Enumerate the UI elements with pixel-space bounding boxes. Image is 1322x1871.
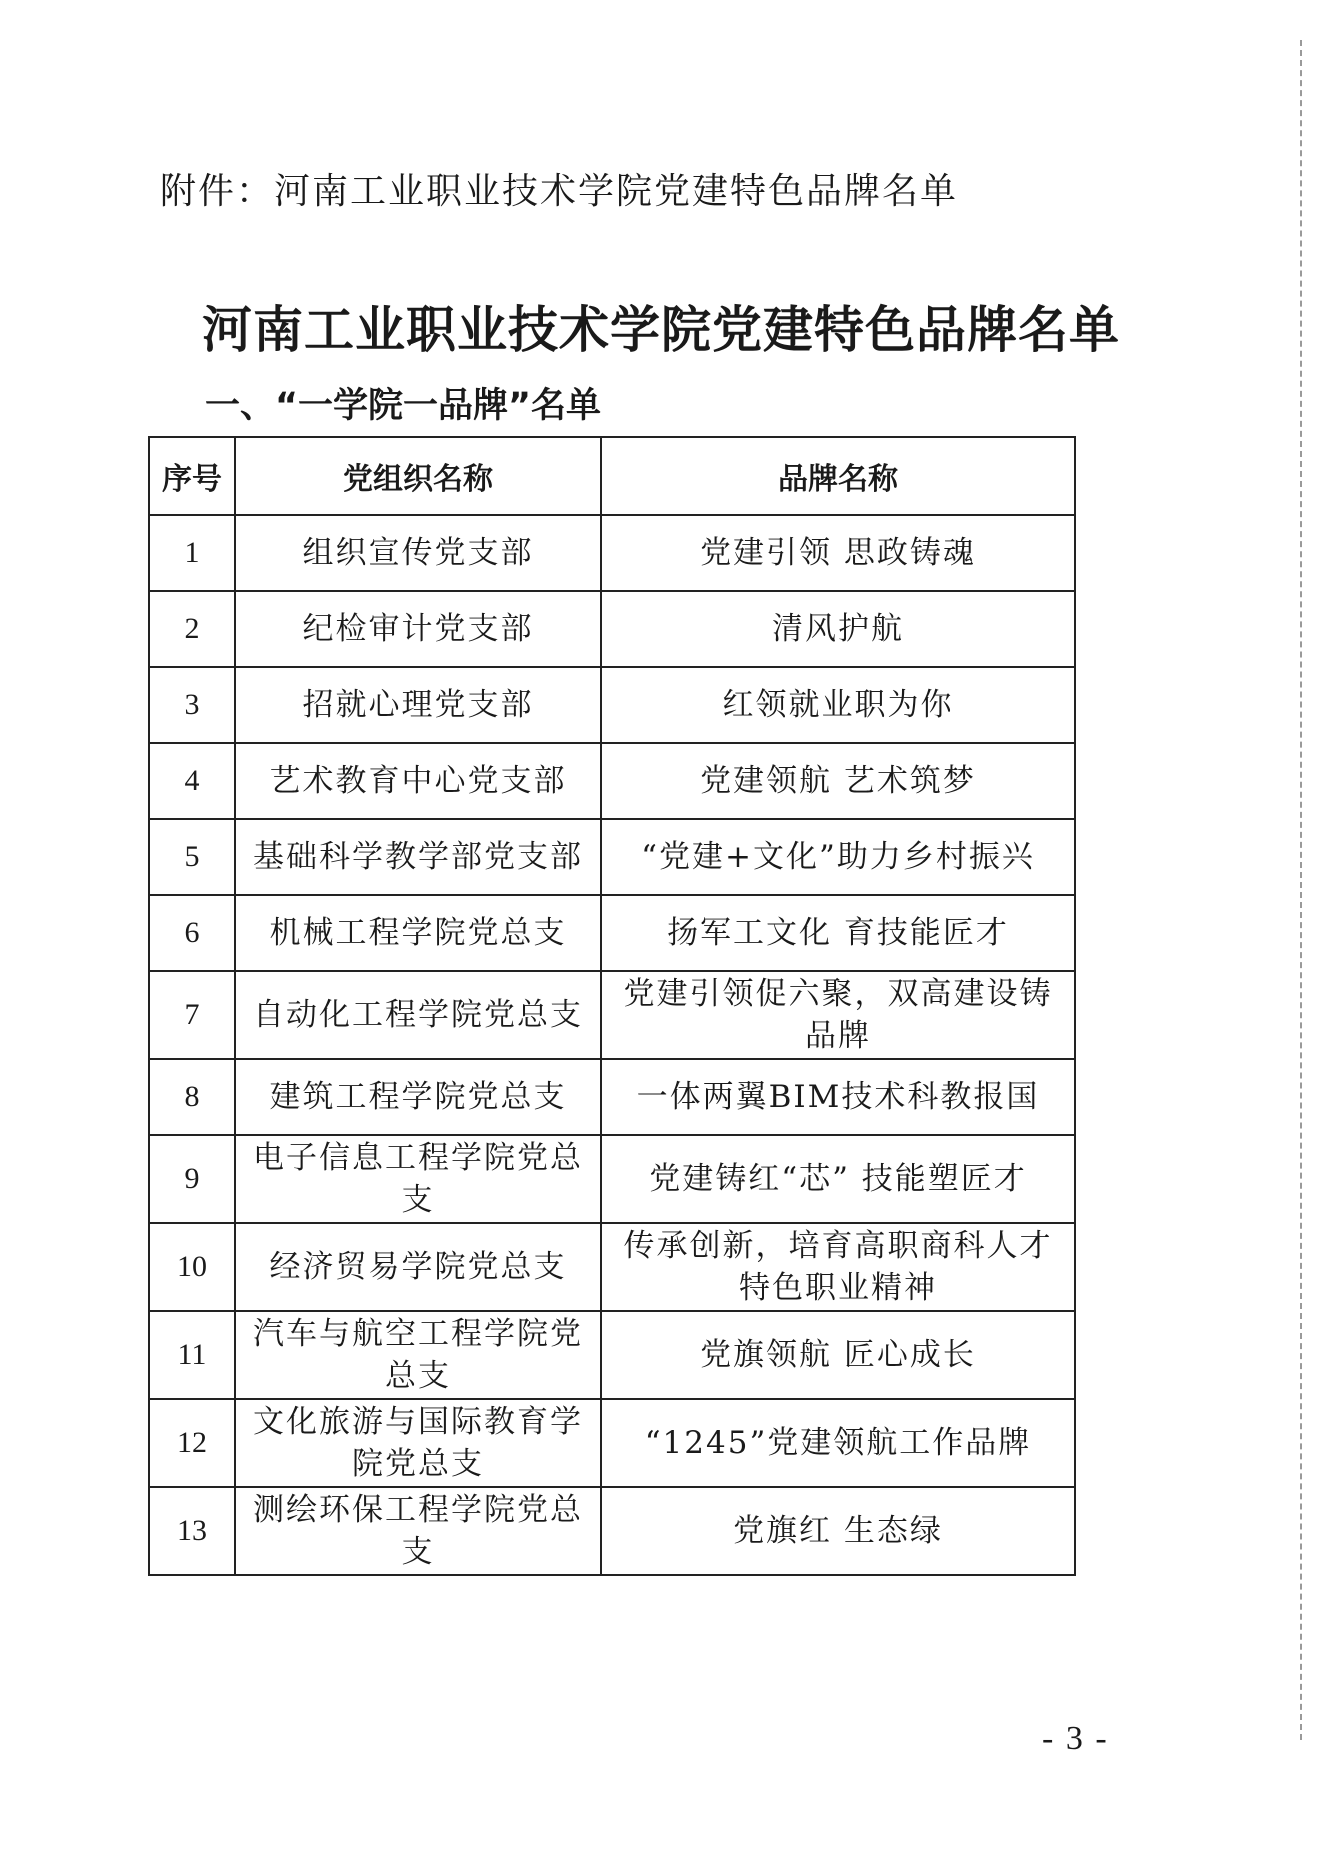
row-seq: 10 [149,1223,235,1311]
row-seq: 3 [149,667,235,743]
table-row [149,819,1075,895]
row-org-name: 基础科学教学部党支部 [235,819,601,895]
row-seq: 5 [149,819,235,895]
header-seq: 序号 [149,437,235,515]
row-org-name: 招就心理党支部 [235,667,601,743]
section-heading: 一、“一学院一品牌”名单 [205,386,602,426]
attachment-line: 附件：河南工业职业技术学院党建特色品牌名单 [160,171,959,212]
document-title: 河南工业职业技术学院党建特色品牌名单 [202,300,1120,359]
row-seq: 7 [149,971,235,1059]
row-org-name: 汽车与航空工程学院党总支 [235,1311,601,1399]
row-org-name: 建筑工程学院党总支 [235,1059,601,1135]
row-brand-name: “党建+文化”助力乡村振兴 [601,819,1075,895]
row-brand-name: 党建铸红“芯” 技能塑匠才 [601,1135,1075,1223]
table-row [149,1487,1075,1575]
header-org-name: 党组织名称 [235,437,601,515]
table-row [149,895,1075,971]
row-brand-name: 一体两翼BIM技术科教报国 [601,1059,1075,1135]
row-brand-name: 扬军工文化 育技能匠才 [601,895,1075,971]
table-row [149,1135,1075,1223]
row-brand-name: 清风护航 [601,591,1075,667]
row-org-name: 文化旅游与国际教育学院党总支 [235,1399,601,1487]
row-brand-name: 红领就业职为你 [601,667,1075,743]
table-row [149,1399,1075,1487]
row-brand-name: 党旗红 生态绿 [601,1487,1075,1575]
row-seq: 6 [149,895,235,971]
row-brand-name: 党建引领促六聚，双高建设铸品牌 [601,971,1075,1059]
row-org-name: 测绘环保工程学院党总支 [235,1487,601,1575]
row-seq: 13 [149,1487,235,1575]
row-org-name: 组织宣传党支部 [235,515,601,591]
row-seq: 4 [149,743,235,819]
brand-list-table [148,436,1076,1576]
row-seq: 12 [149,1399,235,1487]
table-header-row [149,437,1075,515]
row-seq: 1 [149,515,235,591]
table-row [149,743,1075,819]
row-org-name: 纪检审计党支部 [235,591,601,667]
table-row [149,1223,1075,1311]
row-org-name: 电子信息工程学院党总支 [235,1135,601,1223]
row-seq: 11 [149,1311,235,1399]
row-seq: 2 [149,591,235,667]
row-brand-name: 党旗领航 匠心成长 [601,1311,1075,1399]
row-brand-name: 传承创新，培育高职商科人才特色职业精神 [601,1223,1075,1311]
page-number: - 3 - [1042,1720,1109,1757]
row-brand-name: 党建领航 艺术筑梦 [601,743,1075,819]
row-seq: 9 [149,1135,235,1223]
row-org-name: 机械工程学院党总支 [235,895,601,971]
table-row [149,591,1075,667]
row-org-name: 自动化工程学院党总支 [235,971,601,1059]
row-seq: 8 [149,1059,235,1135]
table-row [149,667,1075,743]
row-brand-name: “1245”党建领航工作品牌 [601,1399,1075,1487]
table-row [149,515,1075,591]
row-org-name: 艺术教育中心党支部 [235,743,601,819]
table-row [149,1059,1075,1135]
row-org-name: 经济贸易学院党总支 [235,1223,601,1311]
table-row [149,1311,1075,1399]
row-brand-name: 党建引领 思政铸魂 [601,515,1075,591]
table-row [149,971,1075,1059]
header-brand-name: 品牌名称 [601,437,1075,515]
